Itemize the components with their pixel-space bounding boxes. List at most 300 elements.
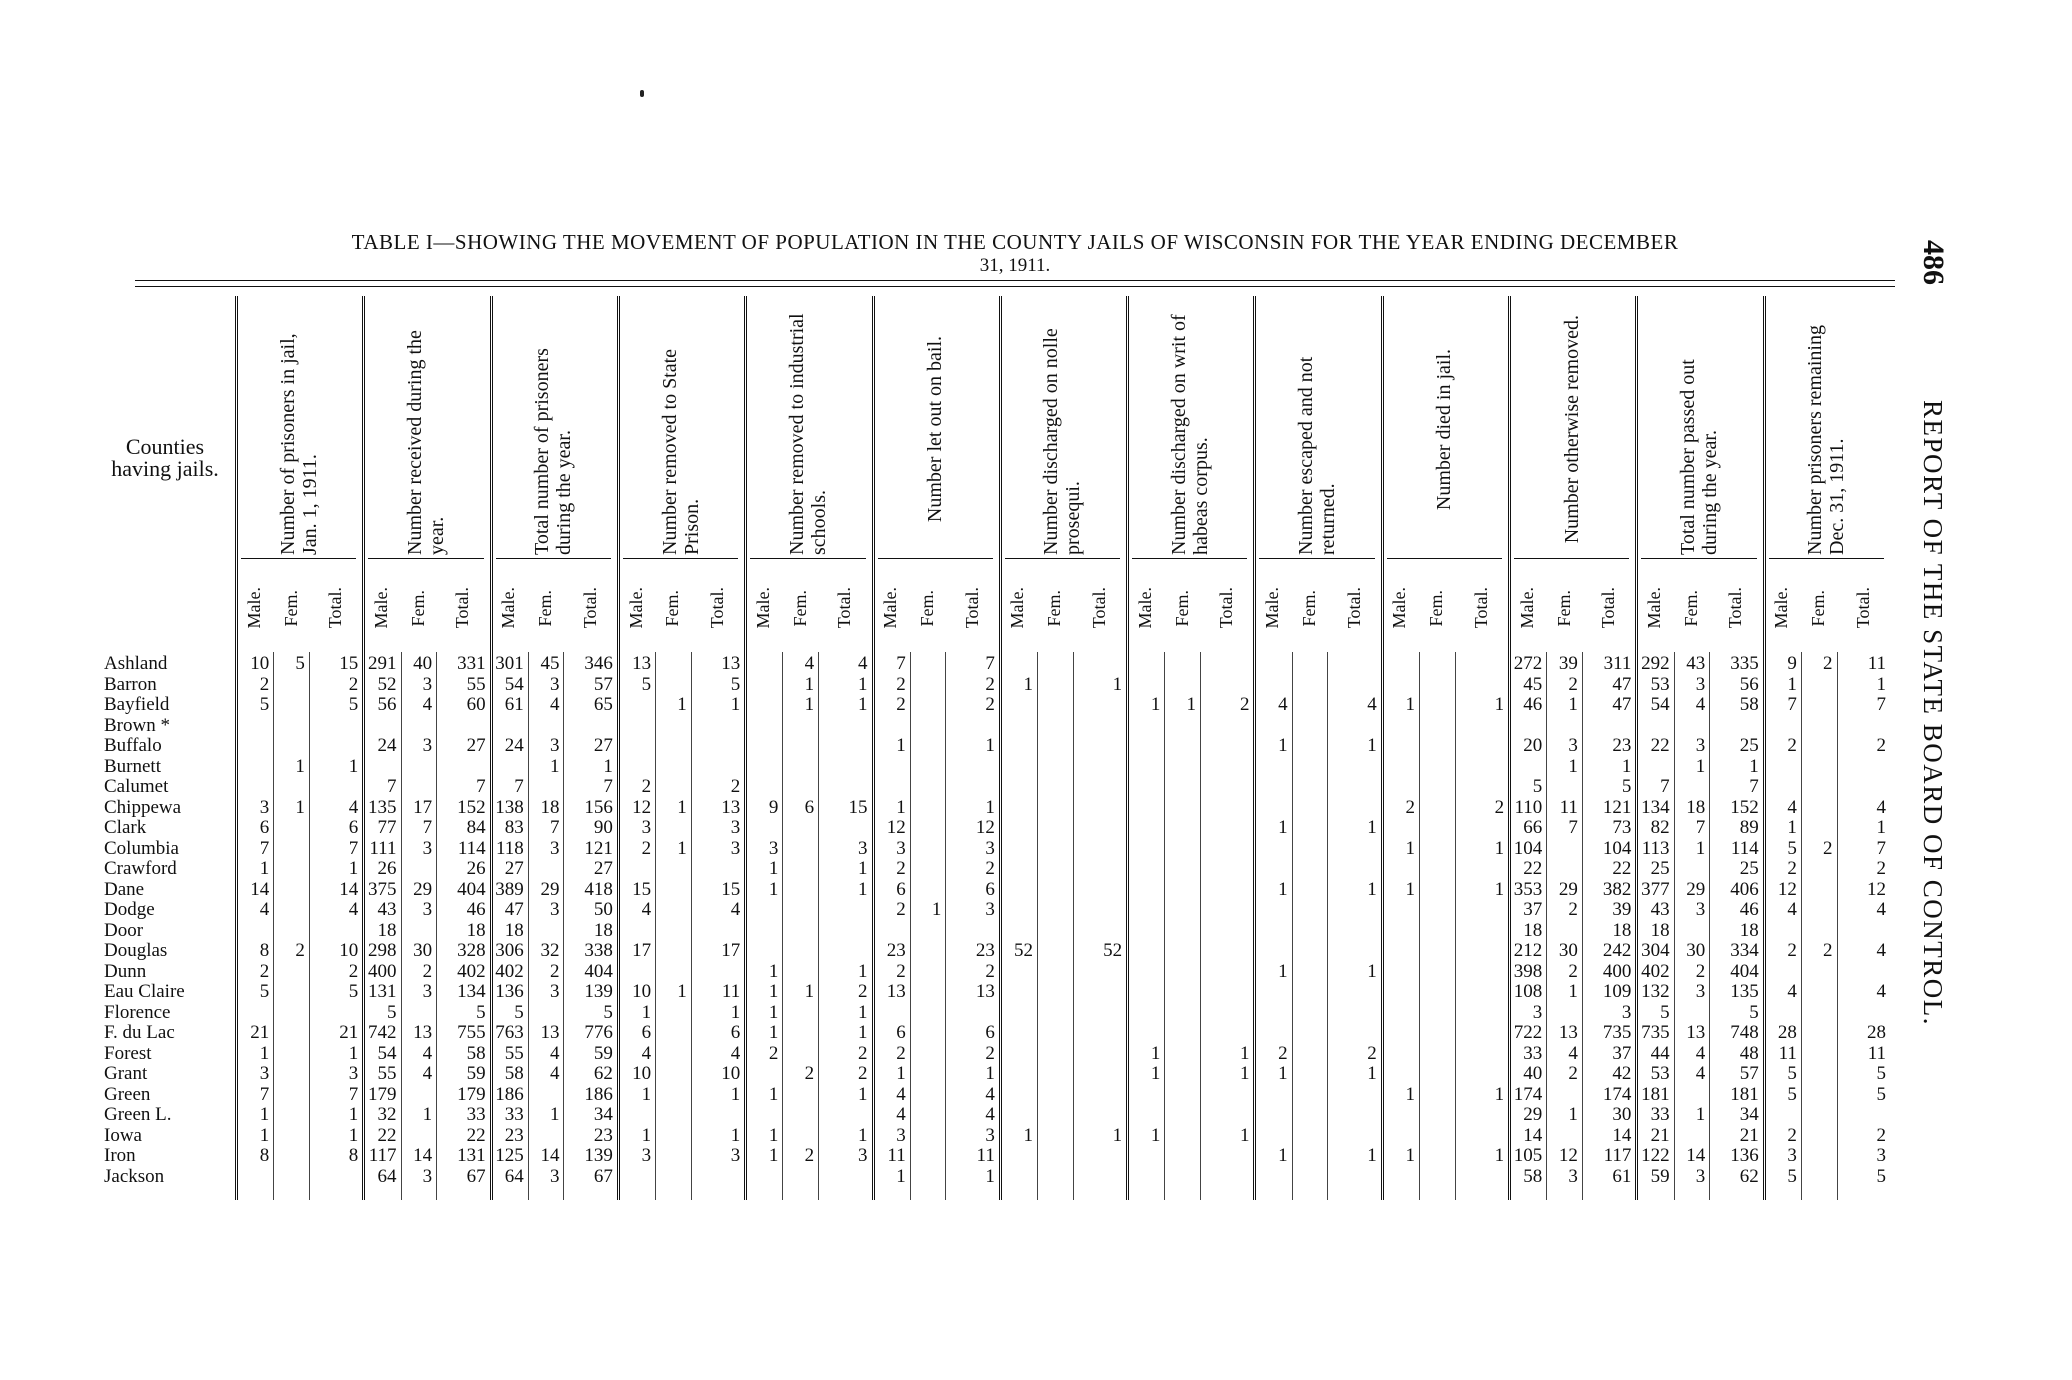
table-cell: 50 xyxy=(593,899,613,920)
table-cell: 2 xyxy=(858,1063,868,1084)
table-cell: 12 xyxy=(1866,878,1886,900)
table-cell: 1 xyxy=(641,1083,652,1105)
subcolumn-header xyxy=(528,566,564,650)
subcolumn-header xyxy=(1546,566,1582,650)
subcolumn-header xyxy=(999,566,1037,650)
county-name: Burnett xyxy=(104,756,161,777)
table-cell: 58 xyxy=(504,1063,524,1084)
table-cell: 1 xyxy=(768,858,779,879)
table-cell: 242 xyxy=(1602,940,1632,961)
table-cell: 1 xyxy=(768,878,779,900)
table-cell: 1 xyxy=(1112,1124,1123,1146)
table-row xyxy=(100,982,1890,1003)
table-cell: 1 xyxy=(1876,673,1886,695)
column-group-label xyxy=(872,302,999,557)
table-cell: 2 xyxy=(896,673,906,695)
table-cell: 7 xyxy=(348,1083,359,1105)
table-cell: 43 xyxy=(1686,653,1706,674)
subcolumn-header xyxy=(1381,566,1419,650)
column-group-label xyxy=(1126,302,1253,557)
table-cell: 29 xyxy=(1686,878,1706,900)
table-cell: 400 xyxy=(1602,960,1632,982)
table-row xyxy=(100,859,1890,880)
subcolumn-header-text: Fem. xyxy=(1426,589,1447,627)
table-cell: 1 xyxy=(295,755,305,777)
table-cell: 64 xyxy=(377,1165,397,1187)
table-cell: 3 xyxy=(1695,981,1706,1002)
table-cell: 52 xyxy=(1103,940,1123,961)
table-cell: 56 xyxy=(377,694,397,715)
table-cell: 6 xyxy=(730,1022,741,1043)
county-name: Florence xyxy=(104,1002,171,1023)
county-name: Forest xyxy=(104,1043,152,1064)
table-row xyxy=(100,962,1890,983)
table-cell: 1 xyxy=(641,1124,652,1146)
table-cell: 292 xyxy=(1641,653,1670,674)
table-cell: 2 xyxy=(896,960,906,982)
table-cell: 104 xyxy=(1513,837,1543,859)
table-cell: 1 xyxy=(768,981,779,1002)
table-cell: 1 xyxy=(858,1124,868,1146)
table-cell: 15 xyxy=(632,878,652,900)
column-divider xyxy=(1126,296,1129,1200)
column-divider xyxy=(1253,296,1256,1200)
table-cell: 6 xyxy=(985,878,995,900)
table-cell: 3 xyxy=(985,837,995,859)
subcolumn-header xyxy=(617,566,655,650)
group-underline xyxy=(1005,558,1120,559)
table-cell: 132 xyxy=(1641,981,1670,1002)
table-cell: 14 xyxy=(413,1145,433,1166)
column-group-label-text: Number died in jail. xyxy=(1433,348,1456,511)
table-cell: 83 xyxy=(504,817,524,838)
table-cell: 2 xyxy=(1876,858,1886,879)
table-cell: 54 xyxy=(1650,694,1670,715)
subcolumn-header-text: Male. xyxy=(1134,587,1155,629)
table-cell: 57 xyxy=(593,673,613,695)
table-cell: 1 xyxy=(768,960,779,982)
table-cell: 3 xyxy=(348,1063,359,1084)
group-underline xyxy=(878,558,993,559)
table-cell: 48 xyxy=(1739,1042,1759,1064)
table-cell: 1 xyxy=(549,755,560,777)
column-divider xyxy=(490,296,493,1200)
table-cell: 4 xyxy=(422,694,433,715)
table-cell: 43 xyxy=(377,899,397,920)
table-cell: 3 xyxy=(730,1145,741,1166)
table-cell: 1 xyxy=(1568,1104,1578,1125)
table-cell: 60 xyxy=(466,694,486,715)
table-cell: 1 xyxy=(1367,960,1377,982)
subcolumn-header xyxy=(1837,566,1890,650)
table-cell: 1 xyxy=(768,1001,779,1023)
subcolumn-divider xyxy=(1164,652,1165,1200)
table-cell: 1 xyxy=(1239,1124,1250,1146)
table-cell: 1 xyxy=(1278,1063,1288,1084)
subcolumn-header-text: Total. xyxy=(1216,587,1237,629)
table-cell: 1 xyxy=(1405,694,1415,715)
table-cell: 13 xyxy=(413,1022,433,1043)
column-group-header xyxy=(1635,296,1762,652)
table-cell: 37 xyxy=(1612,1042,1632,1064)
county-name: Dane xyxy=(104,879,145,900)
table-cell: 5 xyxy=(603,1001,613,1023)
table-cell: 3 xyxy=(422,899,433,920)
table-cell: 156 xyxy=(584,796,613,818)
table-cell: 402 xyxy=(1641,960,1670,982)
table-cell: 1 xyxy=(259,858,270,879)
table-cell: 118 xyxy=(496,837,524,859)
subcolumn-header xyxy=(235,566,273,650)
table-cell: 5 xyxy=(295,653,305,674)
table-cell: 33 xyxy=(1650,1104,1670,1125)
table-cell: 11 xyxy=(976,1145,995,1166)
table-cell: 1 xyxy=(804,673,815,695)
table-cell: 2 xyxy=(896,694,906,715)
group-underline xyxy=(1259,558,1374,559)
table-cell: 1 xyxy=(858,1083,868,1105)
table-cell: 66 xyxy=(1523,817,1543,838)
subcolumn-header xyxy=(309,566,362,650)
table-cell: 26 xyxy=(466,858,486,879)
table-cell: 2 xyxy=(1876,735,1886,756)
table-cell: 58 xyxy=(1739,694,1759,715)
table-cell: 7 xyxy=(259,1083,270,1105)
table-cell: 53 xyxy=(1650,1063,1670,1084)
county-name: Green xyxy=(104,1084,151,1105)
table-cell: 4 xyxy=(549,694,560,715)
table-cell: 23 xyxy=(1612,735,1632,756)
subcolumn-header xyxy=(1327,566,1380,650)
subcolumn-divider xyxy=(1546,652,1547,1200)
table-cell: 39 xyxy=(1612,899,1632,920)
table-cell: 7 xyxy=(603,776,613,797)
table-cell: 45 xyxy=(540,653,560,674)
subcolumn-header-text: Total. xyxy=(1470,587,1491,629)
column-group-header xyxy=(362,296,489,652)
subcolumn-divider xyxy=(818,652,819,1200)
table-cell: 12 xyxy=(886,817,906,838)
table-cell: 1 xyxy=(896,1165,906,1187)
table-cell: 2 xyxy=(1568,1063,1578,1084)
subcolumn-divider xyxy=(563,652,564,1200)
table-cell: 1 xyxy=(931,899,942,920)
table-cell: 24 xyxy=(504,735,524,756)
table-cell: 2 xyxy=(1367,1042,1377,1064)
table-cell: 5 xyxy=(1876,1063,1886,1084)
table-cell: 4 xyxy=(1876,981,1886,1002)
subcolumn-header xyxy=(1037,566,1073,650)
table-row xyxy=(100,900,1890,921)
county-name: Clark xyxy=(104,818,147,838)
table-cell: 109 xyxy=(1602,981,1632,1002)
table-cell: 1 xyxy=(1494,1145,1505,1166)
table-cell: 1 xyxy=(858,858,868,879)
subcolumn-header-text: Fem. xyxy=(1680,589,1701,627)
subcolumn-header-text: Total. xyxy=(1598,587,1619,629)
subcolumn-divider xyxy=(910,652,911,1200)
table-cell: 3 xyxy=(896,837,906,859)
table-cell: 55 xyxy=(377,1063,397,1084)
table-cell: 1 xyxy=(1695,755,1706,777)
table-cell: 114 xyxy=(1730,837,1759,859)
table-cell: 5 xyxy=(476,1001,486,1023)
table-cell: 13 xyxy=(1558,1022,1578,1043)
table-cell: 5 xyxy=(1787,1165,1797,1187)
table-cell: 61 xyxy=(1612,1165,1632,1187)
table-cell: 33 xyxy=(1523,1042,1543,1064)
table-cell: 46 xyxy=(1523,694,1543,715)
table-cell: 59 xyxy=(466,1063,486,1084)
table-cell: 1 xyxy=(1278,1145,1288,1166)
county-name: Jackson xyxy=(104,1166,165,1187)
group-underline xyxy=(1387,558,1502,559)
table-cell: 58 xyxy=(1523,1165,1543,1187)
table-cell: 301 xyxy=(495,653,524,674)
table-cell: 90 xyxy=(593,817,613,838)
table-cell: 2 xyxy=(1787,735,1797,756)
table-cell: 1 xyxy=(1150,694,1161,715)
subcolumn-header xyxy=(1709,566,1762,650)
column-group-label xyxy=(1381,302,1508,557)
table-cell: 7 xyxy=(1660,776,1670,797)
table-cell: 21 xyxy=(1739,1124,1759,1146)
table-cell: 1 xyxy=(1278,878,1288,900)
table-cell: 17 xyxy=(413,796,433,818)
subcolumn-divider xyxy=(691,652,692,1200)
subcolumn-header xyxy=(1073,566,1126,650)
table-cell: 6 xyxy=(804,796,815,818)
table-cell: 1 xyxy=(348,1104,359,1125)
column-group-header xyxy=(1381,296,1508,652)
column-group-label xyxy=(235,302,362,557)
subcolumn-header-text: Total. xyxy=(325,587,346,629)
table-cell: 22 xyxy=(466,1124,486,1146)
subcolumn-header-text: Male. xyxy=(370,587,391,629)
subcolumn-header-text: Male. xyxy=(1007,587,1028,629)
table-cell: 4 xyxy=(1787,899,1797,920)
county-name: Dodge xyxy=(104,900,155,920)
column-group-label-text: Number otherwise removed. xyxy=(1560,315,1583,544)
table-cell: 34 xyxy=(1739,1104,1759,1125)
table-cell: 42 xyxy=(1612,1063,1632,1084)
table-cell: 6 xyxy=(641,1022,652,1043)
table-cell: 1 xyxy=(858,1001,868,1023)
table-cell: 9 xyxy=(1787,653,1797,674)
table-cell: 14 xyxy=(250,878,270,900)
table-cell: 1 xyxy=(1367,878,1377,900)
county-name: Bayfield xyxy=(104,695,170,715)
table-cell: 10 xyxy=(632,981,652,1002)
table-cell: 375 xyxy=(367,878,397,900)
table-cell: 47 xyxy=(1612,694,1632,715)
table-cell: 418 xyxy=(584,878,613,900)
table-cell: 3 xyxy=(549,899,560,920)
table-cell: 5 xyxy=(386,1001,397,1023)
table-cell: 5 xyxy=(259,694,270,715)
table-cell: 15 xyxy=(848,796,868,818)
subcolumn-header-text: Male. xyxy=(1516,587,1537,629)
table-cell: 2 xyxy=(1787,940,1797,961)
table-row xyxy=(100,716,1890,737)
table-title-continuation: 31, 1911. xyxy=(979,255,1051,276)
table-cell: 1 xyxy=(985,1165,995,1187)
table-cell: 377 xyxy=(1641,878,1670,900)
table-row xyxy=(100,1085,1890,1106)
column-divider xyxy=(744,296,747,1200)
column-group-header xyxy=(235,296,362,652)
table-cell: 5 xyxy=(348,981,359,1002)
table-cell: 18 xyxy=(1650,919,1670,941)
table-cell: 2 xyxy=(1568,673,1578,695)
table-row xyxy=(100,880,1890,901)
table-cell: 179 xyxy=(457,1083,486,1105)
table-cell: 12 xyxy=(1777,878,1797,900)
subcolumn-header xyxy=(782,566,818,650)
subcolumn-header-text: Male. xyxy=(625,587,646,629)
column-group-label xyxy=(1635,302,1762,557)
county-name: Dunn xyxy=(104,961,147,982)
table-cell: 2 xyxy=(985,1042,995,1064)
table-cell: 18 xyxy=(1523,919,1543,941)
subcolumn-header-text: Total. xyxy=(706,587,727,629)
county-name: Iron xyxy=(104,1146,136,1166)
title-rule-top xyxy=(135,280,1895,281)
group-underline xyxy=(623,558,738,559)
table-cell: 1 xyxy=(858,694,868,715)
table-cell: 298 xyxy=(367,940,397,961)
table-cell: 18 xyxy=(1686,796,1706,818)
table-cell: 3 xyxy=(422,1165,433,1187)
table-cell: 5 xyxy=(1876,1083,1886,1105)
table-row xyxy=(100,1105,1890,1126)
table-cell: 89 xyxy=(1739,817,1759,838)
table-cell: 3 xyxy=(985,899,995,920)
column-group-header xyxy=(872,296,999,652)
group-underline xyxy=(1132,558,1247,559)
table-cell: 7 xyxy=(1568,817,1578,838)
table-cell: 27 xyxy=(466,735,486,756)
table-cell: 14 xyxy=(1523,1124,1543,1146)
column-group-label-text: Number escaped and not returned. xyxy=(1295,356,1340,555)
table-cell: 25 xyxy=(1739,858,1759,879)
table-cell: 2 xyxy=(804,1063,815,1084)
column-group-label-text: Number let out on bail. xyxy=(924,336,947,523)
table-cell: 135 xyxy=(367,796,397,818)
table-cell: 1 xyxy=(896,1063,906,1084)
subcolumn-header xyxy=(744,566,782,650)
county-name: Columbia xyxy=(104,838,179,859)
subcolumn-divider xyxy=(309,652,310,1200)
subcolumn-header xyxy=(1419,566,1455,650)
table-row xyxy=(100,757,1890,778)
subcolumn-header-text: Fem. xyxy=(280,589,301,627)
table-cell: 138 xyxy=(495,796,524,818)
subcolumn-header xyxy=(362,566,400,650)
column-group-label xyxy=(490,302,617,557)
subcolumn-header-text: Male. xyxy=(752,587,773,629)
table-cell: 2 xyxy=(348,673,359,695)
table-cell: 8 xyxy=(348,1145,359,1166)
subcolumn-header-text: Fem. xyxy=(917,589,938,627)
subcolumn-header-text: Fem. xyxy=(407,589,428,627)
table-cell: 3 xyxy=(1695,899,1706,920)
subcolumn-header-text: Male. xyxy=(498,587,519,629)
table-cell: 1 xyxy=(677,837,687,859)
table-cell: 134 xyxy=(1641,796,1670,818)
column-group-label-text: Total number of prisoners during the year. xyxy=(531,347,576,555)
table-cell: 328 xyxy=(457,940,486,961)
table-cell: 6 xyxy=(985,1022,995,1043)
table-cell: 23 xyxy=(593,1124,613,1146)
table-cell: 121 xyxy=(584,837,613,859)
subcolumn-header-text: Total. xyxy=(579,587,600,629)
table-cell: 32 xyxy=(540,940,560,961)
column-group-label xyxy=(1508,302,1635,557)
table-cell: 742 xyxy=(367,1022,397,1043)
ink-speck xyxy=(640,90,644,97)
table-cell: 1 xyxy=(1023,673,1034,695)
table-cell: 2 xyxy=(1787,1124,1797,1146)
table-row xyxy=(100,921,1890,942)
subcolumn-divider xyxy=(1455,652,1456,1200)
table-cell: 111 xyxy=(369,837,397,859)
table-cell: 62 xyxy=(593,1063,613,1084)
table-cell: 152 xyxy=(1730,796,1759,818)
table-cell: 1 xyxy=(348,755,359,777)
group-underline xyxy=(1641,558,1756,559)
table-cell: 136 xyxy=(1730,1145,1759,1166)
table-cell: 4 xyxy=(1278,694,1288,715)
subcolumn-header-text: Male. xyxy=(880,587,901,629)
table-cell: 4 xyxy=(1787,981,1797,1002)
table-cell: 735 xyxy=(1602,1022,1632,1043)
table-cell: 46 xyxy=(466,899,486,920)
table-cell: 735 xyxy=(1641,1022,1670,1043)
column-group-label-text: Number discharged on writ of habeas corpus. xyxy=(1167,313,1212,555)
table-cell: 37 xyxy=(1523,899,1543,920)
column-group-header xyxy=(999,296,1126,652)
table-cell: 5 xyxy=(1876,1165,1886,1187)
table-cell: 2 xyxy=(259,960,270,982)
column-group-label-text: Number prisoners remaining Dec. 31, 1911. xyxy=(1804,324,1849,555)
subcolumn-header xyxy=(490,566,528,650)
table-cell: 17 xyxy=(721,940,741,961)
table-cell: 3 xyxy=(1695,735,1706,756)
table-cell: 5 xyxy=(730,673,741,695)
table-cell: 3 xyxy=(1568,735,1578,756)
table-cell: 3 xyxy=(422,735,433,756)
table-cell: 400 xyxy=(367,960,397,982)
table-cell: 13 xyxy=(721,796,741,818)
table-cell: 1 xyxy=(1239,1063,1250,1084)
subcolumn-divider xyxy=(1801,652,1802,1200)
table-cell: 131 xyxy=(457,1145,486,1166)
table-cell: 3 xyxy=(1695,673,1706,695)
table-cell: 2 xyxy=(768,1042,779,1064)
table-cell: 6 xyxy=(259,817,270,838)
table-cell: 1 xyxy=(1112,673,1123,695)
table-cell: 2 xyxy=(985,673,995,695)
table-cell: 27 xyxy=(593,858,613,879)
subcolumn-divider xyxy=(1327,652,1328,1200)
subcolumn-header xyxy=(400,566,436,650)
subcolumn-header xyxy=(1508,566,1546,650)
table-cell: 1 xyxy=(422,1104,433,1125)
subcolumn-header xyxy=(1253,566,1291,650)
subcolumn-divider xyxy=(1674,652,1675,1200)
table-cell: 5 xyxy=(1749,1001,1759,1023)
